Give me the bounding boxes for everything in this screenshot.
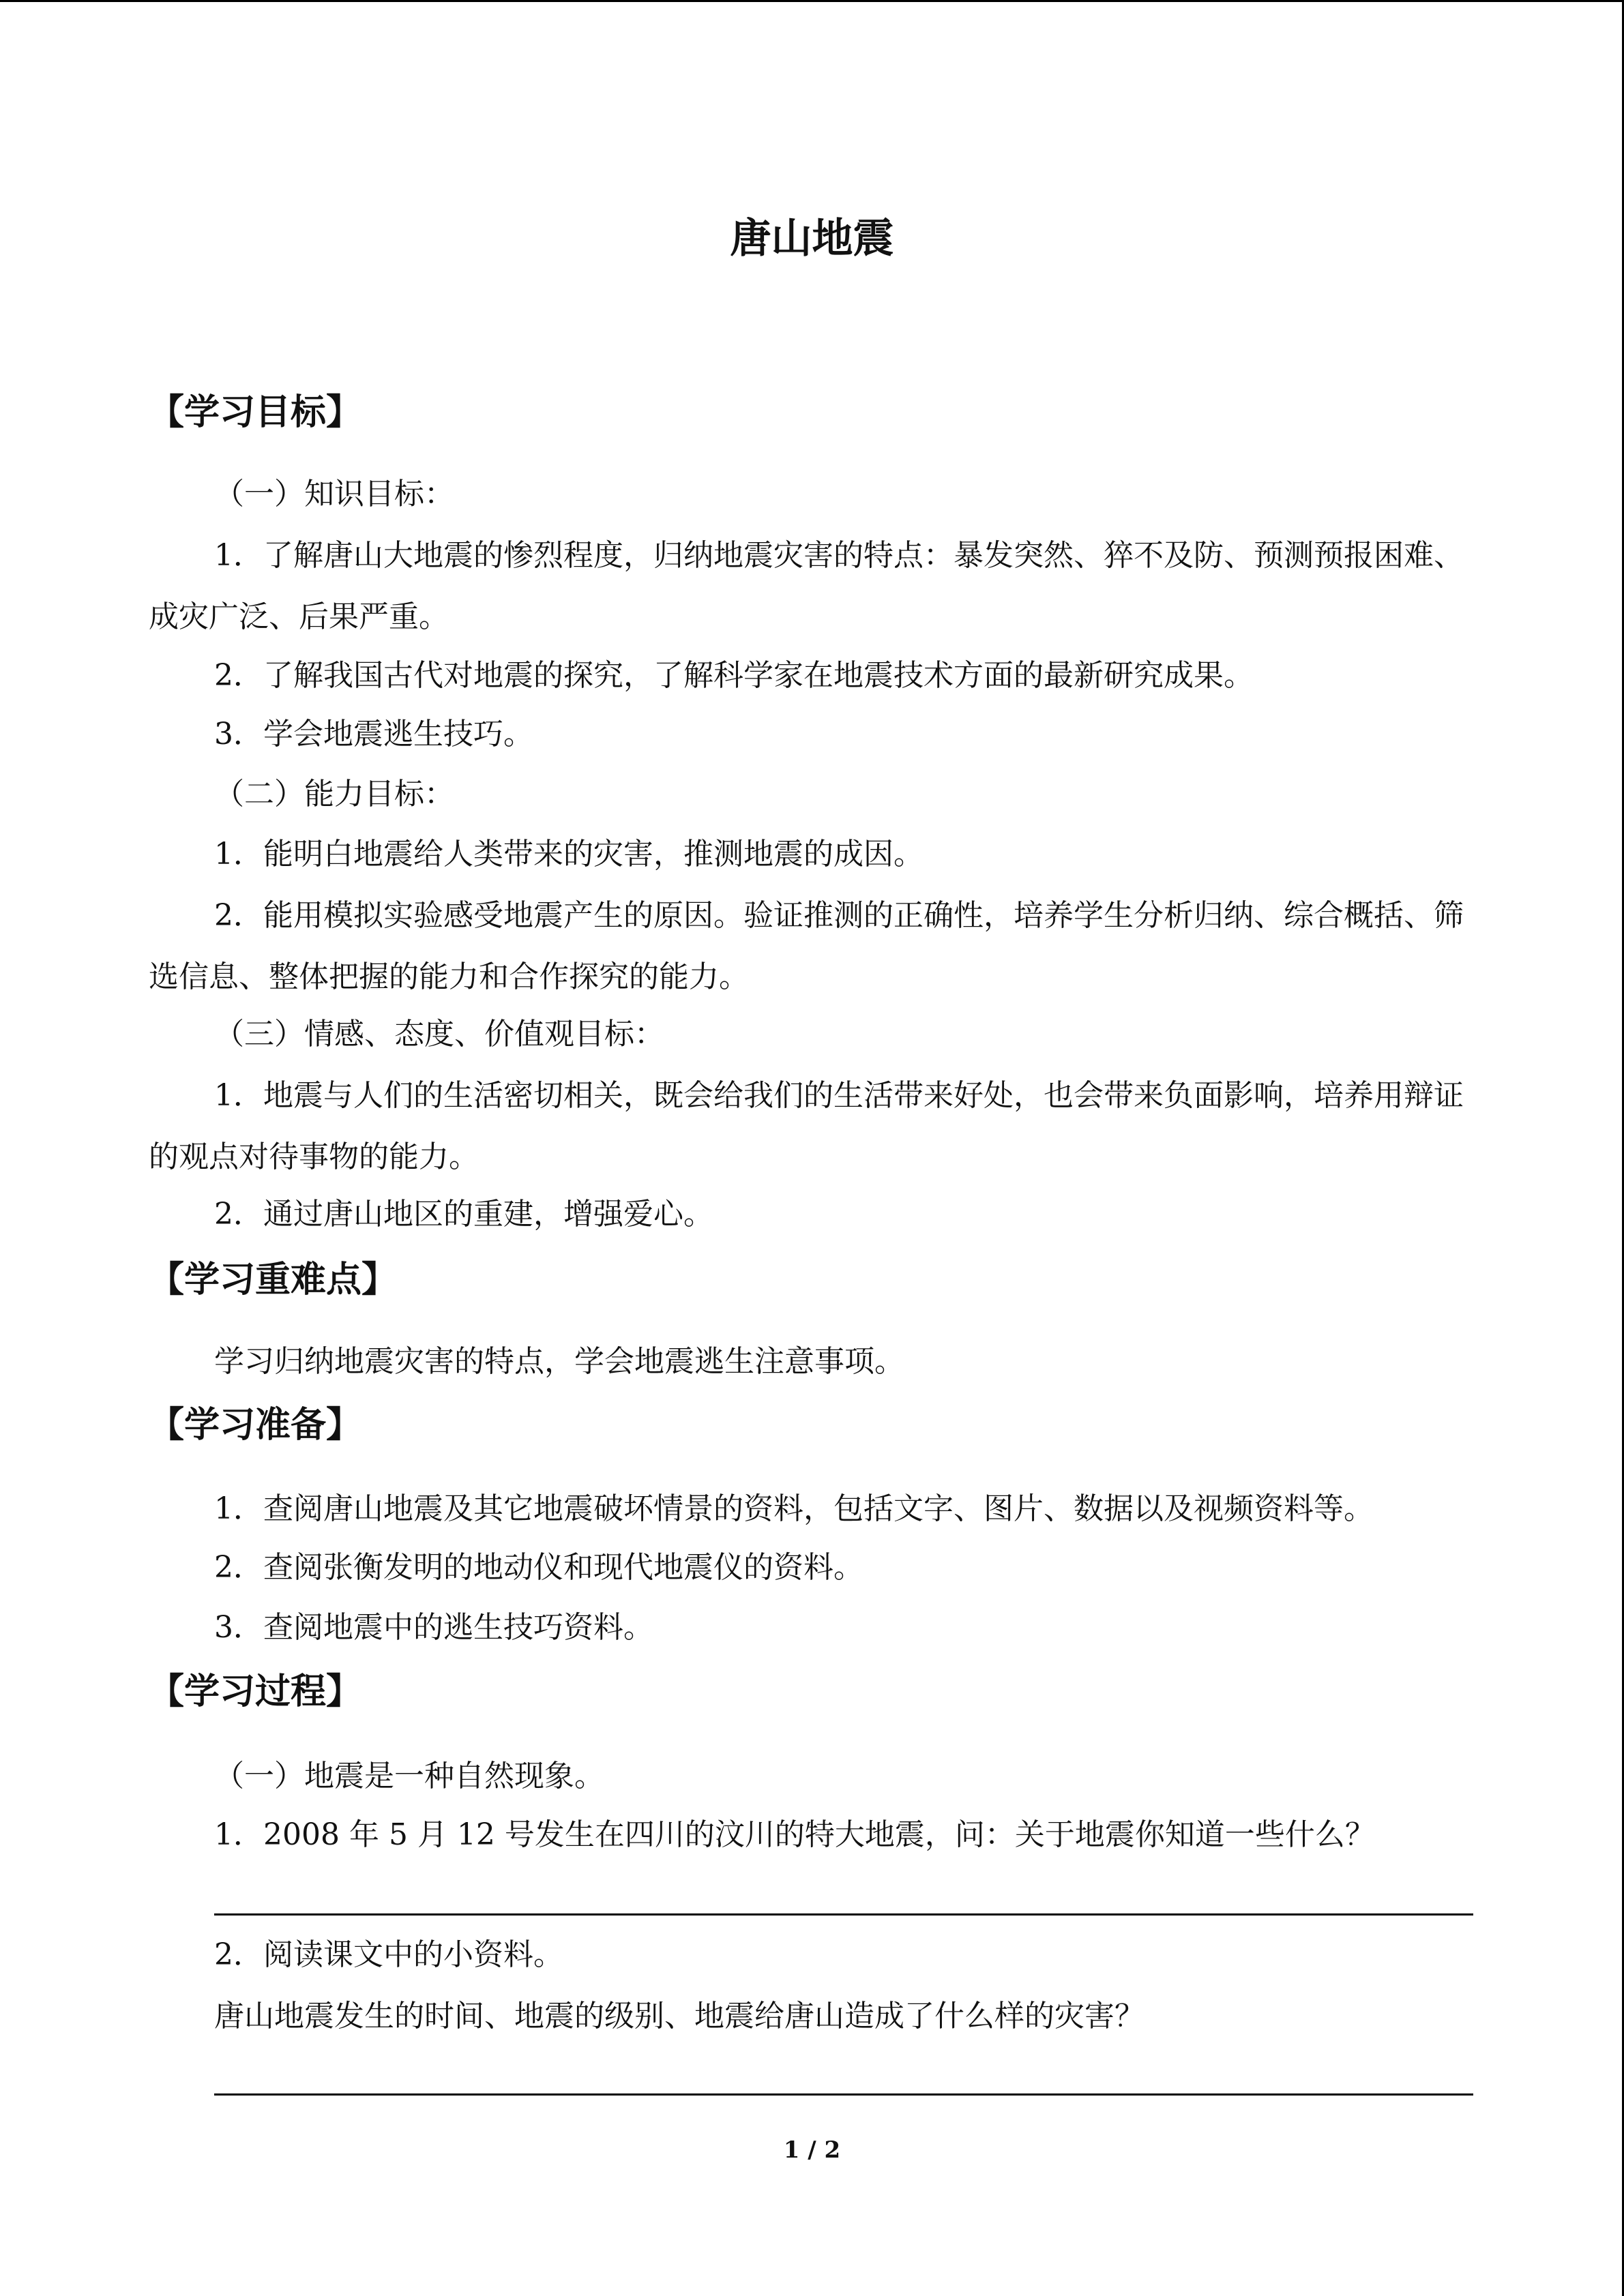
knowledge-item-1: 1．了解唐山大地震的惨烈程度，归纳地震灾害的特点：暴发突然、猝不及防、预测预报困难、成灾广泛、后果严重。 bbox=[149, 538, 1464, 634]
process-part-1: （一）地震是一种自然现象。 bbox=[214, 1759, 604, 1793]
knowledge-label: （一）知识目标： bbox=[214, 477, 454, 511]
section-heading-objectives: 【学习目标】 bbox=[149, 392, 362, 433]
page-title: 唐山地震 bbox=[730, 215, 894, 263]
ability-label: （二）能力目标： bbox=[214, 777, 454, 811]
process-question-1: 1．2008 年 5 月 12 号发生在四川的汶川的特大地震，问：关于地震你知道一些什么？ bbox=[214, 1817, 1375, 1852]
knowledge-item-2: 2．了解我国古代对地震的探究，了解科学家在地震技术方面的最新研究成果。 bbox=[214, 658, 1254, 693]
preparation-item-3: 3．查阅地震中的逃生技巧资料。 bbox=[214, 1610, 653, 1645]
section-heading-preparation: 【学习准备】 bbox=[149, 1405, 362, 1446]
answer-line-2[interactable] bbox=[214, 2093, 1473, 2096]
ability-item-1: 1．能明白地震给人类带来的灾害，推测地震的成因。 bbox=[214, 837, 924, 871]
ability-item-2: 2．能用模拟实验感受地震产生的原因。验证推测的正确性，培养学生分析归纳、综合概括、筛选信息、整体把握的能力和合作探究的能力。 bbox=[149, 898, 1464, 994]
section-heading-process: 【学习过程】 bbox=[149, 1671, 362, 1712]
page-border-top bbox=[0, 0, 1624, 2]
answer-line-1[interactable] bbox=[214, 1913, 1473, 1915]
section-heading-key-points: 【学习重难点】 bbox=[149, 1259, 398, 1300]
key-points-text: 学习归纳地震灾害的特点，学会地震逃生注意事项。 bbox=[214, 1344, 904, 1379]
preparation-item-2: 2．查阅张衡发明的地动仪和现代地震仪的资料。 bbox=[214, 1550, 863, 1585]
preparation-item-1: 1．查阅唐山地震及其它地震破坏情景的资料，包括文字、图片、数据以及视频资料等。 bbox=[214, 1491, 1374, 1526]
knowledge-item-3: 3．学会地震逃生技巧。 bbox=[214, 717, 533, 751]
process-question-2: 2．阅读课文中的小资料。 bbox=[214, 1937, 563, 1972]
emotion-item-2: 2．通过唐山地区的重建，增强爱心。 bbox=[214, 1197, 713, 1232]
emotion-label: （三）情感、态度、价值观目标： bbox=[214, 1017, 664, 1052]
emotion-item-1: 1．地震与人们的生活密切相关，既会给我们的生活带来好处，也会带来负面影响，培养用辩证的观点对待事物的能力。 bbox=[149, 1078, 1464, 1174]
page-number: 1 / 2 bbox=[783, 2136, 841, 2164]
process-question-2-detail: 唐山地震发生的时间、地震的级别、地震给唐山造成了什么样的灾害？ bbox=[214, 1999, 1145, 2033]
